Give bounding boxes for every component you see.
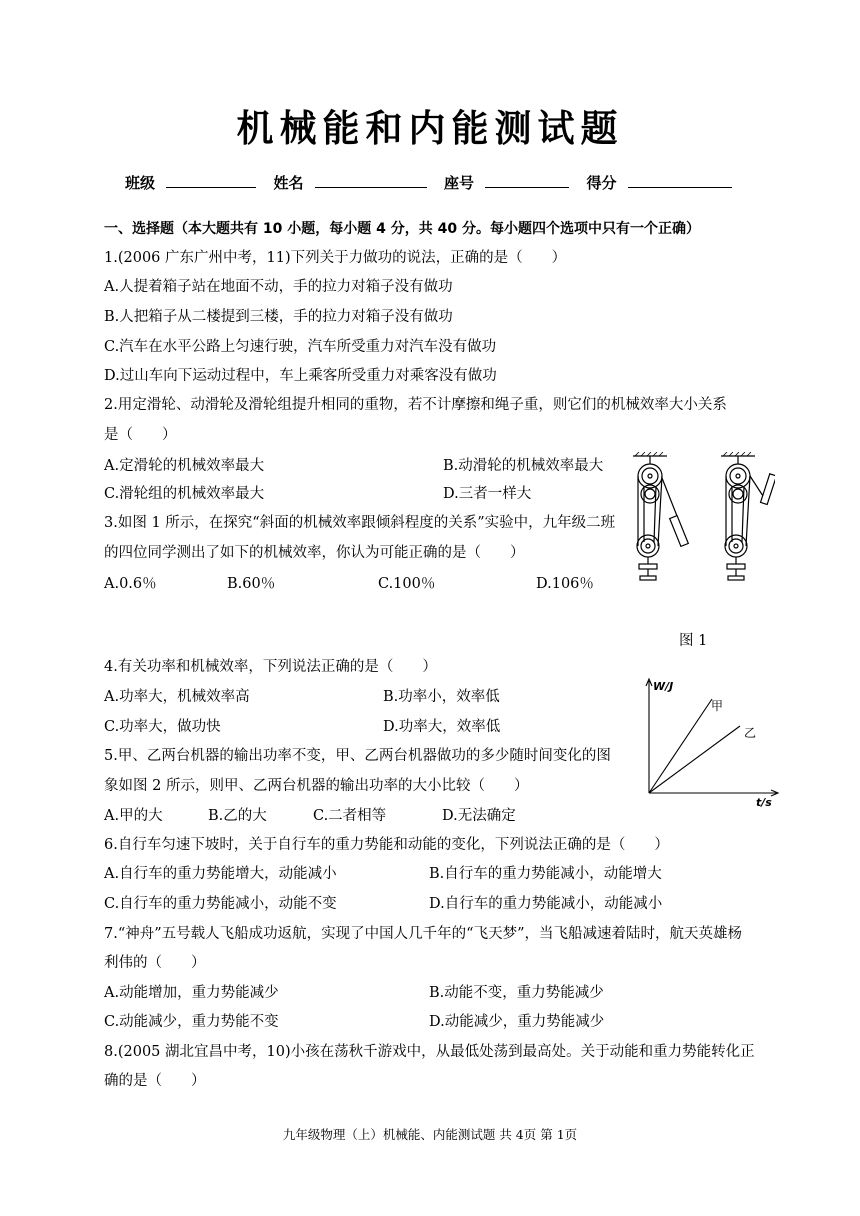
score-label: 得分 [586, 174, 617, 192]
question-3-option-b: B.60％ [227, 576, 276, 592]
question-3-option-d: D.106％ [536, 576, 594, 592]
question-7-stem-cont: 利伟的（ ） [104, 955, 206, 971]
question-1-option-d: D.过山车向下运动过程中，车上乘客所受重力对乘客没有做功 [104, 368, 497, 384]
page-footer: 九年级物理（上）机械能、内能测试题 共 4页 第 1页 [282, 1127, 578, 1142]
line-yi [649, 726, 740, 793]
seat-blank[interactable] [485, 172, 569, 188]
figure-1-pulley-diagram [625, 452, 775, 592]
question-4-option-c: C.功率大，做功快 [104, 719, 221, 735]
question-1-option-c: C.汽车在水平公路上匀速行驶，汽车所受重力对汽车没有做功 [104, 339, 497, 355]
line-jia [649, 699, 712, 793]
name-blank[interactable] [315, 172, 427, 188]
page-title: 机械能和内能测试题 [236, 106, 624, 150]
question-7-option-d: D.动能减少，重力势能减少 [429, 1014, 605, 1030]
question-5-option-a: A.甲的大 [104, 808, 163, 824]
figure-2-work-time-graph [640, 673, 790, 813]
name-label: 姓名 [273, 174, 304, 192]
question-4-option-a: A.功率大，机械效率高 [104, 689, 250, 705]
class-label: 班级 [125, 174, 156, 192]
line-yi-label: 乙 [744, 726, 757, 740]
question-5-stem-cont: 象如图 2 所示，则甲、乙两台机器的输出功率的大小比较（ ） [104, 778, 529, 794]
question-1-stem: 1.(2006 广东广州中考，11)下列关于力做功的说法，正确的是（ ） [104, 250, 567, 266]
question-2-option-a: A.定滑轮的机械效率最大 [104, 458, 265, 474]
y-axis-label: W/J [653, 680, 674, 693]
question-3-option-c: C.100％ [378, 576, 436, 592]
question-2-stem-cont: 是（ ） [104, 427, 177, 443]
question-2-stem: 2.用定滑轮、动滑轮及滑轮组提升相同的重物，若不计摩擦和绳子重，则它们的机械效率大小关系 [104, 397, 727, 413]
question-2-option-d: D.三者一样大 [443, 486, 532, 502]
question-6-option-b: B.自行车的重力势能减小，动能增大 [429, 866, 662, 882]
question-1-option-a: A.人提着箱子站在地面不动，手的拉力对箱子没有做功 [104, 279, 453, 295]
question-6-option-a: A.自行车的重力势能增大，动能减小 [104, 866, 337, 882]
question-7-option-b: B.动能不变，重力势能减少 [429, 985, 604, 1001]
x-axis-label: t/s [756, 796, 772, 809]
question-4-option-b: B.功率小，效率低 [383, 689, 500, 705]
class-blank[interactable] [166, 172, 256, 188]
question-5-option-c: C.二者相等 [313, 808, 387, 824]
score-blank[interactable] [628, 172, 732, 188]
student-info-row [125, 172, 732, 193]
question-4-stem: 4.有关功率和机械效率，下列说法正确的是（ ） [104, 659, 437, 675]
question-5-stem: 5.甲、乙两台机器的输出功率不变，甲、乙两台机器做功的多少随时间变化的图 [104, 748, 611, 764]
line-jia-label: 甲 [711, 699, 724, 713]
question-6-option-d: D.自行车的重力势能减小，动能减小 [429, 896, 663, 912]
question-2-option-c: C.滑轮组的机械效率最大 [104, 486, 265, 502]
question-8-stem-cont: 确的是（ ） [104, 1073, 206, 1089]
question-6-stem: 6.自行车匀速下坡时，关于自行车的重力势能和动能的变化，下列说法正确的是（ ） [104, 837, 669, 853]
question-2-option-b: B.动滑轮的机械效率最大 [443, 458, 604, 474]
question-5-option-d: D.无法确定 [442, 808, 516, 824]
question-8-stem: 8.(2005 湖北宜昌中考，10)小孩在荡秋千游戏中，从最低处荡到最高处。关于动能和重力势能转化正 [104, 1044, 755, 1060]
section-heading: 一、选择题（本大题共有 10 小题，每小题 4 分，共 40 分。每小题四个选项中只有一个正确） [104, 221, 700, 237]
question-3-stem-cont: 的四位同学测出了如下的机械效率，你认为可能正确的是（ ） [104, 545, 525, 561]
figure-1-caption: 图 1 [679, 633, 708, 649]
question-3-option-a: A.0.6％ [104, 576, 157, 592]
seat-label: 座号 [443, 174, 474, 192]
question-5-option-b: B.乙的大 [208, 808, 267, 824]
question-7-option-a: A.动能增加，重力势能减少 [104, 985, 279, 1001]
question-7-stem: 7.“神舟”五号载人飞船成功返航，实现了中国人几千年的“飞天梦”，当飞船减速着陆时，航天英雄杨 [104, 926, 742, 942]
question-3-stem: 3.如图 1 所示，在探究“斜面的机械效率跟倾斜程度的关系”实验中，九年级二班 [104, 515, 616, 531]
question-4-option-d: D.功率大，效率低 [383, 719, 501, 735]
question-1-option-b: B.人把箱子从二楼提到三楼，手的拉力对箱子没有做功 [104, 309, 453, 325]
question-6-option-c: C.自行车的重力势能减小，动能不变 [104, 896, 337, 912]
question-7-option-c: C.动能减少，重力势能不变 [104, 1014, 279, 1030]
